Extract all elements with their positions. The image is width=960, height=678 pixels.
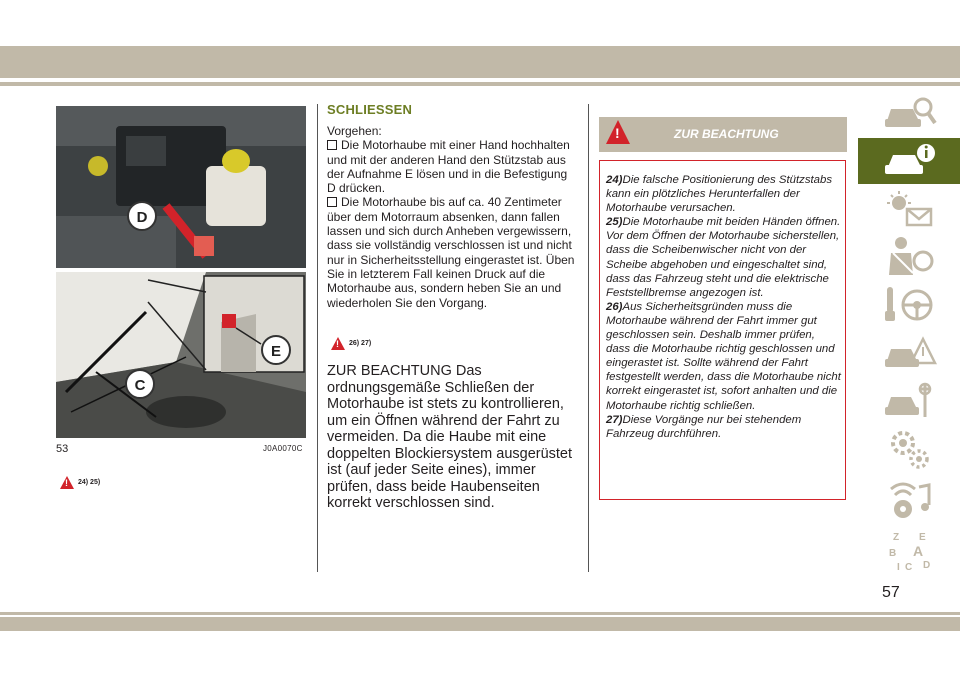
section-intro: Vorgehen:: [327, 124, 382, 138]
chapter-tab-index[interactable]: [860, 528, 960, 574]
svg-text:I: I: [897, 562, 900, 573]
svg-text:C: C: [905, 562, 913, 573]
warning-triangle-icon: [331, 337, 345, 350]
checkbox-bullet-icon: [327, 140, 337, 150]
photo-label-d: D: [136, 209, 148, 226]
section-body: [327, 124, 577, 310]
column-divider-1: [317, 104, 318, 572]
step-1-text: Die Motorhaube mit einer Hand hochhalten und mit der anderen Hand den Stützstab aus der Aufnahme E lösen und in die Befestigung D drücken.: [327, 138, 570, 196]
left-warning-ref-text: 24) 25): [78, 479, 101, 486]
middle-warning-ref: [331, 337, 371, 350]
warning-item-text: Die falsche Positionierung des Stützstabs kann ein plötzliches Herunterfallen der Motorhaube verursachen.: [606, 174, 833, 215]
warning-item-number: 24): [606, 174, 623, 186]
warning-triangle-icon: [60, 476, 74, 489]
warning-item: [606, 413, 842, 441]
warning-item-text: Die Motorhaube mit beiden Händen öffnen. Vor dem Öffnen der Motorhaube sicherstellen, dass die Scheibenwischer nicht von der Scheibe abgehoben und eingeschaltet sind, dass das Fahrzeug steht und die elektrische Feststellbremse angezogen ist.: [606, 216, 841, 299]
chapter-tab-multimedia[interactable]: [860, 476, 960, 522]
chapter-tab-technical-data[interactable]: [860, 426, 960, 472]
page-number: 57: [882, 584, 900, 601]
svg-text:E: E: [919, 532, 926, 543]
footer-band: [0, 617, 960, 631]
warning-item: [606, 300, 842, 413]
header-band: [0, 46, 960, 78]
left-warning-ref: [60, 476, 100, 489]
svg-text:Z: Z: [893, 532, 900, 543]
engine-bay-photo-top: [56, 106, 306, 268]
middle-warning-ref-text: 26) 27): [349, 340, 372, 347]
warning-item-number: 27): [606, 413, 623, 426]
svg-text:D: D: [923, 560, 931, 571]
warning-item: [606, 173, 842, 215]
note-paragraph: ZUR BEACHTUNG Das ordnungsgemäße Schließen der Motorhaube ist stets zu kontrollieren, um ein Öffnen während der Fahrt zu vermeiden. Da die Haube mit eine doppelten Blockiersystem ausgerüstet ist (auf jeder Seite eines), immer prüfen, dass beide Haubenseiten korrekt verschlossen sind.: [327, 363, 573, 511]
warning-panel-header: [599, 117, 847, 152]
warning-panel-text: [606, 173, 842, 441]
warning-triangle-icon: [606, 120, 630, 144]
chapter-tab-safety[interactable]: [860, 234, 960, 280]
engine-bay-photo-bottom: [56, 272, 306, 438]
step-2: [327, 195, 577, 309]
photo-label-c: C: [134, 377, 146, 394]
figure-number: 53: [56, 443, 69, 455]
figure-code: J0A0070C: [263, 444, 303, 453]
svg-text:A: A: [913, 543, 924, 559]
warning-item-number: 26): [606, 300, 623, 313]
step-1: [327, 138, 577, 195]
step-2-text: Die Motorhaube bis auf ca. 40 Zentimeter über dem Motorraum absenken, dann fallen lassen und sich durch Anheben vergewissern, dass sie vollständig verschlossen ist und nicht nur in Sicherheitsstellung eingerastet ist. Üben Sie in letzterem Fall keinen Druck auf die Motorhaube aus, sondern heben Sie an und wiederholen Sie den Vorgang.: [327, 195, 575, 310]
chapter-tab-emergency[interactable]: [860, 330, 960, 376]
chapter-tab-car-search[interactable]: [860, 90, 960, 136]
warning-item-number: 25): [606, 216, 623, 229]
warning-item-text: Aus Sicherheitsgründen muss die Motorhaube während der Fahrt immer gut geschlossen sein. Deshalb immer prüfen, dass die Motorhaube richtig geschlossen und eingerastet ist. Sollte während der Fahrt festgestellt werden, dass die Motorhaube nicht korrekt eingerastet ist, sofort anhalten und die Motorhaube richtig schließen.: [606, 300, 841, 412]
warning-item: [606, 215, 842, 300]
footer-rule: [0, 612, 960, 615]
column-divider-2: [588, 104, 589, 572]
svg-text:B: B: [889, 548, 897, 559]
chapter-tab-starting-driving[interactable]: [860, 282, 960, 328]
header-rule: [0, 82, 960, 86]
chapter-tab-lights-messages[interactable]: [860, 186, 960, 232]
photo-label-e: E: [270, 343, 282, 360]
chapter-tab-car-info[interactable]: [858, 138, 960, 184]
section-heading: SCHLIESSEN: [327, 102, 413, 117]
warning-panel-title: ZUR BEACHTUNG: [674, 127, 779, 141]
checkbox-bullet-icon: [327, 197, 337, 207]
warning-item-text: Diese Vorgänge nur bei stehendem Fahrzeug durchführen.: [606, 413, 802, 440]
chapter-tab-maintenance[interactable]: [860, 378, 960, 424]
